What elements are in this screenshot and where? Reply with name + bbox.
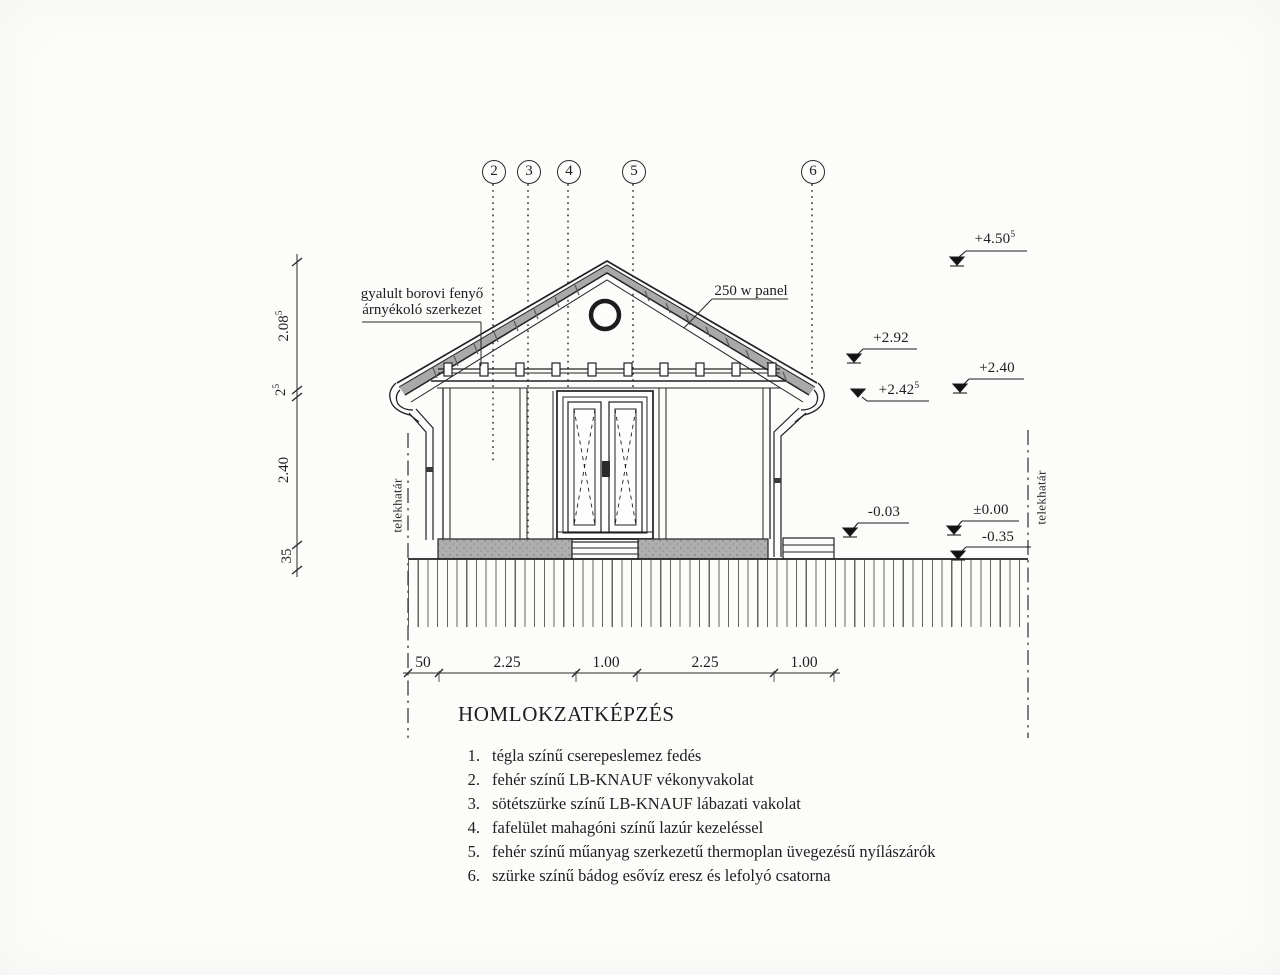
callout-4-label: 4 — [565, 163, 573, 179]
elevation-eave-lower: $+2.42^5$ — [878, 381, 920, 398]
elevation-floor-level: ±0.00 — [973, 502, 1009, 518]
ground-hatch — [408, 560, 1028, 627]
callout-2 — [482, 160, 506, 184]
legend-item-3-number: 3. — [467, 794, 480, 813]
callout-4 — [557, 160, 581, 184]
legend-item-5-number: 5. — [467, 842, 480, 861]
dim-horizontal-1: 2.25 — [493, 654, 521, 671]
callout-5 — [622, 160, 646, 184]
legend-item-6 — [458, 866, 935, 890]
callout-2-label: 2 — [490, 163, 498, 179]
dim-horizontal-2: 1.00 — [592, 654, 620, 671]
callout-6-label: 6 — [809, 163, 817, 179]
elevation-ground: -0.35 — [981, 529, 1015, 545]
legend-item-4-text: fafelület mahagóni színű lazúr kezeléssel — [492, 818, 764, 837]
legend-item-2-number: 2. — [467, 770, 480, 789]
dim-vertical-wall-height: 2.40 — [276, 456, 292, 484]
dim-horizontal-3: 2.25 — [691, 654, 719, 671]
legend-item-6-text: szürke színű bádog esővíz eresz és lefolyó csatorna — [492, 866, 831, 885]
downpipe-right — [774, 408, 806, 557]
legend-item-2 — [458, 770, 935, 794]
legend-item-6-number: 6. — [467, 866, 480, 885]
door-handle — [602, 461, 610, 477]
legend-item-5 — [458, 842, 935, 866]
callout-6 — [801, 160, 825, 184]
callout-5-label: 5 — [630, 163, 638, 179]
legend-item-4 — [458, 818, 935, 842]
panel-label: 250 w panel — [714, 283, 788, 299]
dim-horizontal-4: 1.00 — [790, 654, 818, 671]
legend-item-3 — [458, 794, 935, 818]
plot-boundary-right-label: telekhatár — [1033, 470, 1049, 525]
callout-3-label: 3 — [525, 163, 533, 179]
elevation-eave-upper: +2.92 — [873, 330, 909, 346]
dim-vertical-roof-height: 2.08$^5$ — [275, 310, 292, 342]
elevation-wall-top: +2.40 — [979, 360, 1015, 376]
legend-item-1 — [458, 746, 935, 770]
legend-item-1-text: tégla színű cserepeslemez fedés — [492, 746, 702, 765]
legend — [458, 746, 935, 890]
entrance-door — [555, 391, 655, 539]
elevation-ridge: $+4.50^5$ — [974, 230, 1016, 247]
gable-vent — [591, 301, 619, 329]
shading-label-line2: árnyékoló szerkezet — [362, 302, 482, 318]
dim-vertical-rail: $2^5$ — [272, 383, 289, 397]
legend-item-1-number: 1. — [467, 746, 480, 765]
callout-3 — [517, 160, 541, 184]
shading-label-line1: gyalult borovi fenyő — [360, 286, 484, 302]
plot-boundary-left-label: telekhatár — [389, 478, 405, 533]
legend-item-3-text: sötétszürke színű LB-KNAUF lábazati vakolat — [492, 794, 801, 813]
door-step — [572, 542, 638, 559]
dim-vertical-plinth: 35 — [279, 548, 295, 564]
shading-structure-rail — [438, 363, 780, 376]
shading-structure-label — [352, 286, 492, 318]
dim-horizontal-0: 50 — [415, 654, 431, 671]
downpipe-left — [409, 409, 433, 540]
legend-item-5-text: fehér színű műanyag szerkezetű thermoplan üvegezésű nyílászárók — [492, 842, 936, 861]
side-bench — [783, 538, 834, 559]
page-title: HOMLOKZATKÉPZÉS — [458, 702, 675, 726]
legend-item-2-text: fehér színű LB-KNAUF vékonyvakolat — [492, 770, 754, 789]
elevation-terrain: -0.03 — [867, 504, 901, 520]
legend-item-4-number: 4. — [467, 818, 480, 837]
